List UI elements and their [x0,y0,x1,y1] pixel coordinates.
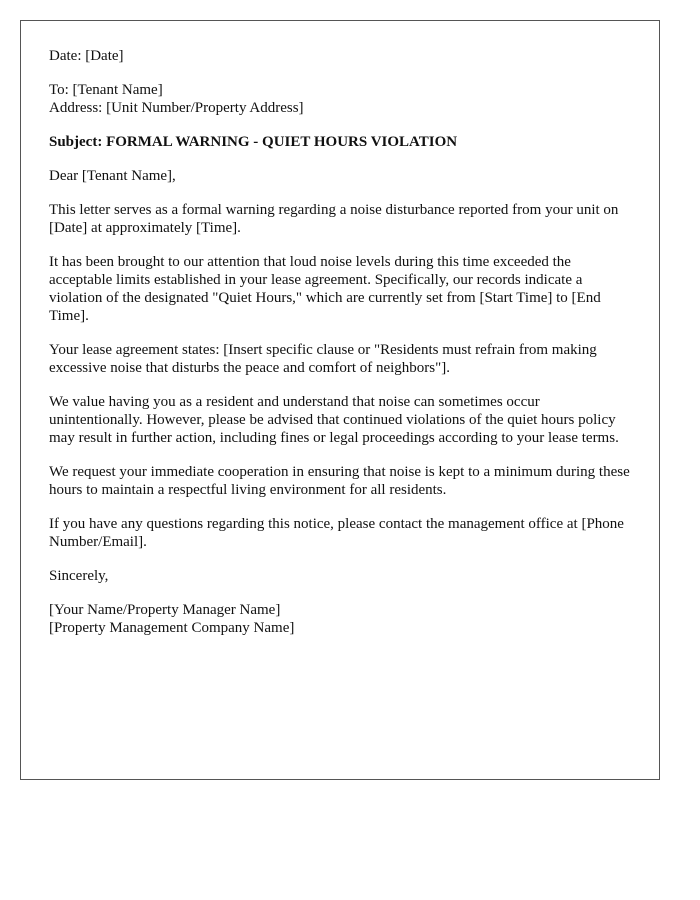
body-paragraph-4: We value having you as a resident and understand that noise can sometimes occur unintentionally. However, please be advised that continued violations of the quiet hours policy may result in further action, including fines or legal proceedings according to your lease terms. [49,394,619,446]
signature-name: [Your Name/Property Manager Name] [49,602,281,618]
body-paragraph-1: This letter serves as a formal warning regarding a noise disturbance reported from your unit on [Date] at approximately [Time]. [49,202,619,236]
subject-text: FORMAL WARNING - QUIET HOURS VIOLATION [106,134,458,150]
subject-line [49,133,631,151]
address-line: Address: [Unit Number/Property Address] [49,100,304,116]
body-paragraph-5: We request your immediate cooperation in ensuring that noise is kept to a minimum during these hours to maintain a respectful living environment for all residents. [49,464,630,498]
recipient-line: To: [Tenant Name] [49,82,163,98]
body-paragraph-3: Your lease agreement states: [Insert specific clause or "Residents must refrain from making excessive noise that disturbs the peace and comfort of neighbors"]. [49,342,597,376]
subject-label: Subject: [49,134,103,150]
body-paragraph-6: If you have any questions regarding this notice, please contact the management office at [Phone Number/Email]. [49,516,624,550]
body-paragraph-2: It has been brought to our attention that loud noise levels during this time exceeded the acceptable limits established in your lease agreement. Specifically, our records indicate a violation of the designated "Quiet Hours," which are currently set from [Start Time] to [End Time]. [49,254,601,324]
date-line: Date: [Date] [49,48,124,64]
salutation: Dear [Tenant Name], [49,168,176,184]
signature-company: [Property Management Company Name] [49,620,295,636]
letter-page [20,20,660,780]
closing: Sincerely, [49,568,109,584]
